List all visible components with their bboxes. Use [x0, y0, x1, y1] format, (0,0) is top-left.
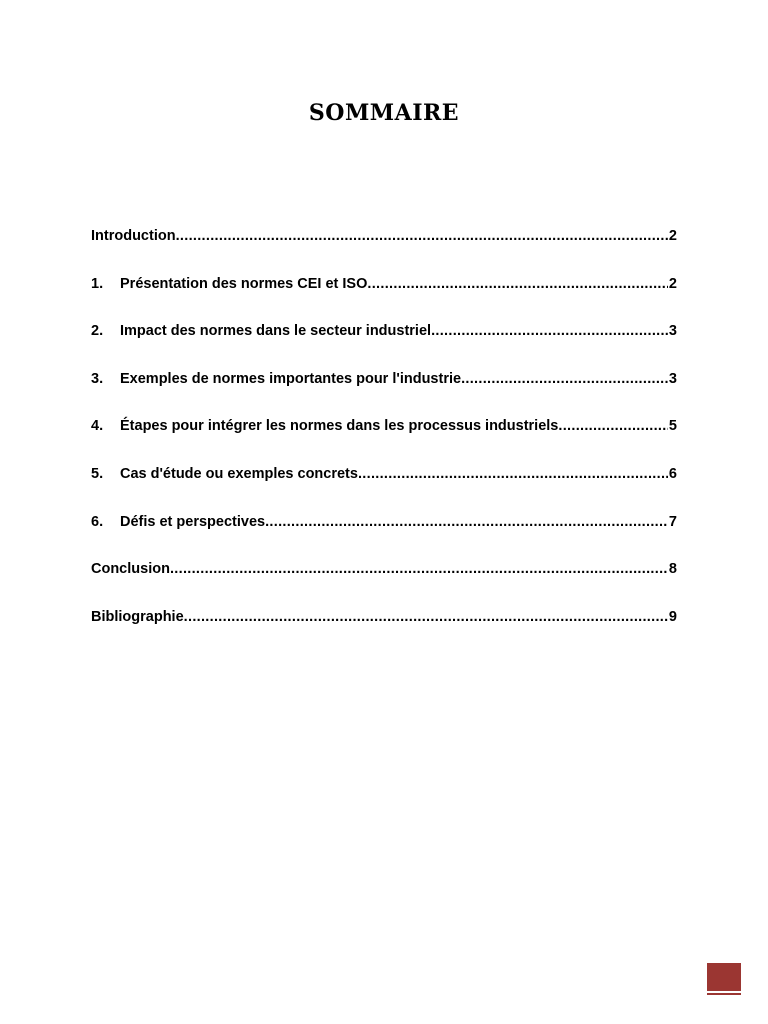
toc-entry-page: 7	[668, 513, 677, 530]
toc-entry-page: 8	[668, 561, 677, 578]
toc-entry-4[interactable]	[91, 418, 677, 466]
toc-entry-page: 6	[668, 465, 677, 482]
toc-entry-page: 2	[668, 275, 677, 292]
toc-entry-number: 4.	[91, 418, 104, 435]
toc-entry-conclusion[interactable]	[91, 561, 677, 609]
toc-entry-page: 5	[668, 418, 677, 435]
toc-entry-label: Étapes pour intégrer les normes dans les processus industriels	[120, 418, 559, 435]
toc-entry-5[interactable]	[91, 466, 677, 514]
toc-leader-dots	[558, 418, 668, 434]
toc-entry-label: Introduction	[91, 228, 176, 244]
toc-entry-label: Exemples de normes importantes pour l'industrie	[120, 370, 462, 387]
toc-entry-label: Bibliographie	[91, 608, 184, 625]
table-of-contents	[91, 228, 677, 656]
toc-entry-number: 2.	[91, 323, 104, 340]
toc-entry-label: Défis et perspectives	[120, 513, 266, 530]
toc-entry-page: 3	[668, 370, 677, 387]
page-corner-mark	[707, 963, 741, 995]
corner-underline	[707, 993, 741, 995]
toc-entry-label: Cas d'étude ou exemples concrets	[120, 465, 358, 482]
toc-entry-3[interactable]	[91, 371, 677, 419]
toc-leader-dots	[184, 609, 668, 625]
toc-leader-dots	[170, 561, 668, 577]
page-title: SOMMAIRE	[308, 100, 460, 126]
toc-entry-page: 2	[668, 228, 677, 244]
toc-leader-dots	[176, 228, 668, 244]
toc-entry-2[interactable]	[91, 323, 677, 371]
toc-entry-number: 3.	[91, 370, 104, 387]
toc-entry-label: Conclusion	[91, 561, 170, 578]
toc-entry-number: 5.	[91, 465, 104, 482]
toc-entry-label: Impact des normes dans le secteur industriel	[120, 323, 432, 340]
toc-leader-dots	[265, 514, 668, 530]
toc-entry-6[interactable]	[91, 514, 677, 562]
toc-entry-page: 3	[668, 323, 677, 340]
toc-leader-dots	[367, 276, 668, 292]
toc-leader-dots	[358, 466, 668, 482]
corner-square	[707, 963, 741, 991]
toc-entry-introduction[interactable]	[91, 228, 677, 276]
toc-leader-dots	[461, 371, 668, 387]
toc-entry-page: 9	[668, 608, 677, 625]
toc-entry-number: 6.	[91, 513, 104, 530]
toc-entry-number: 1.	[91, 275, 104, 292]
toc-entry-label: Présentation des normes CEI et ISO	[120, 275, 368, 292]
toc-leader-dots	[431, 323, 668, 339]
toc-entry-1[interactable]	[91, 276, 677, 324]
toc-entry-bibliographie[interactable]	[91, 609, 677, 657]
